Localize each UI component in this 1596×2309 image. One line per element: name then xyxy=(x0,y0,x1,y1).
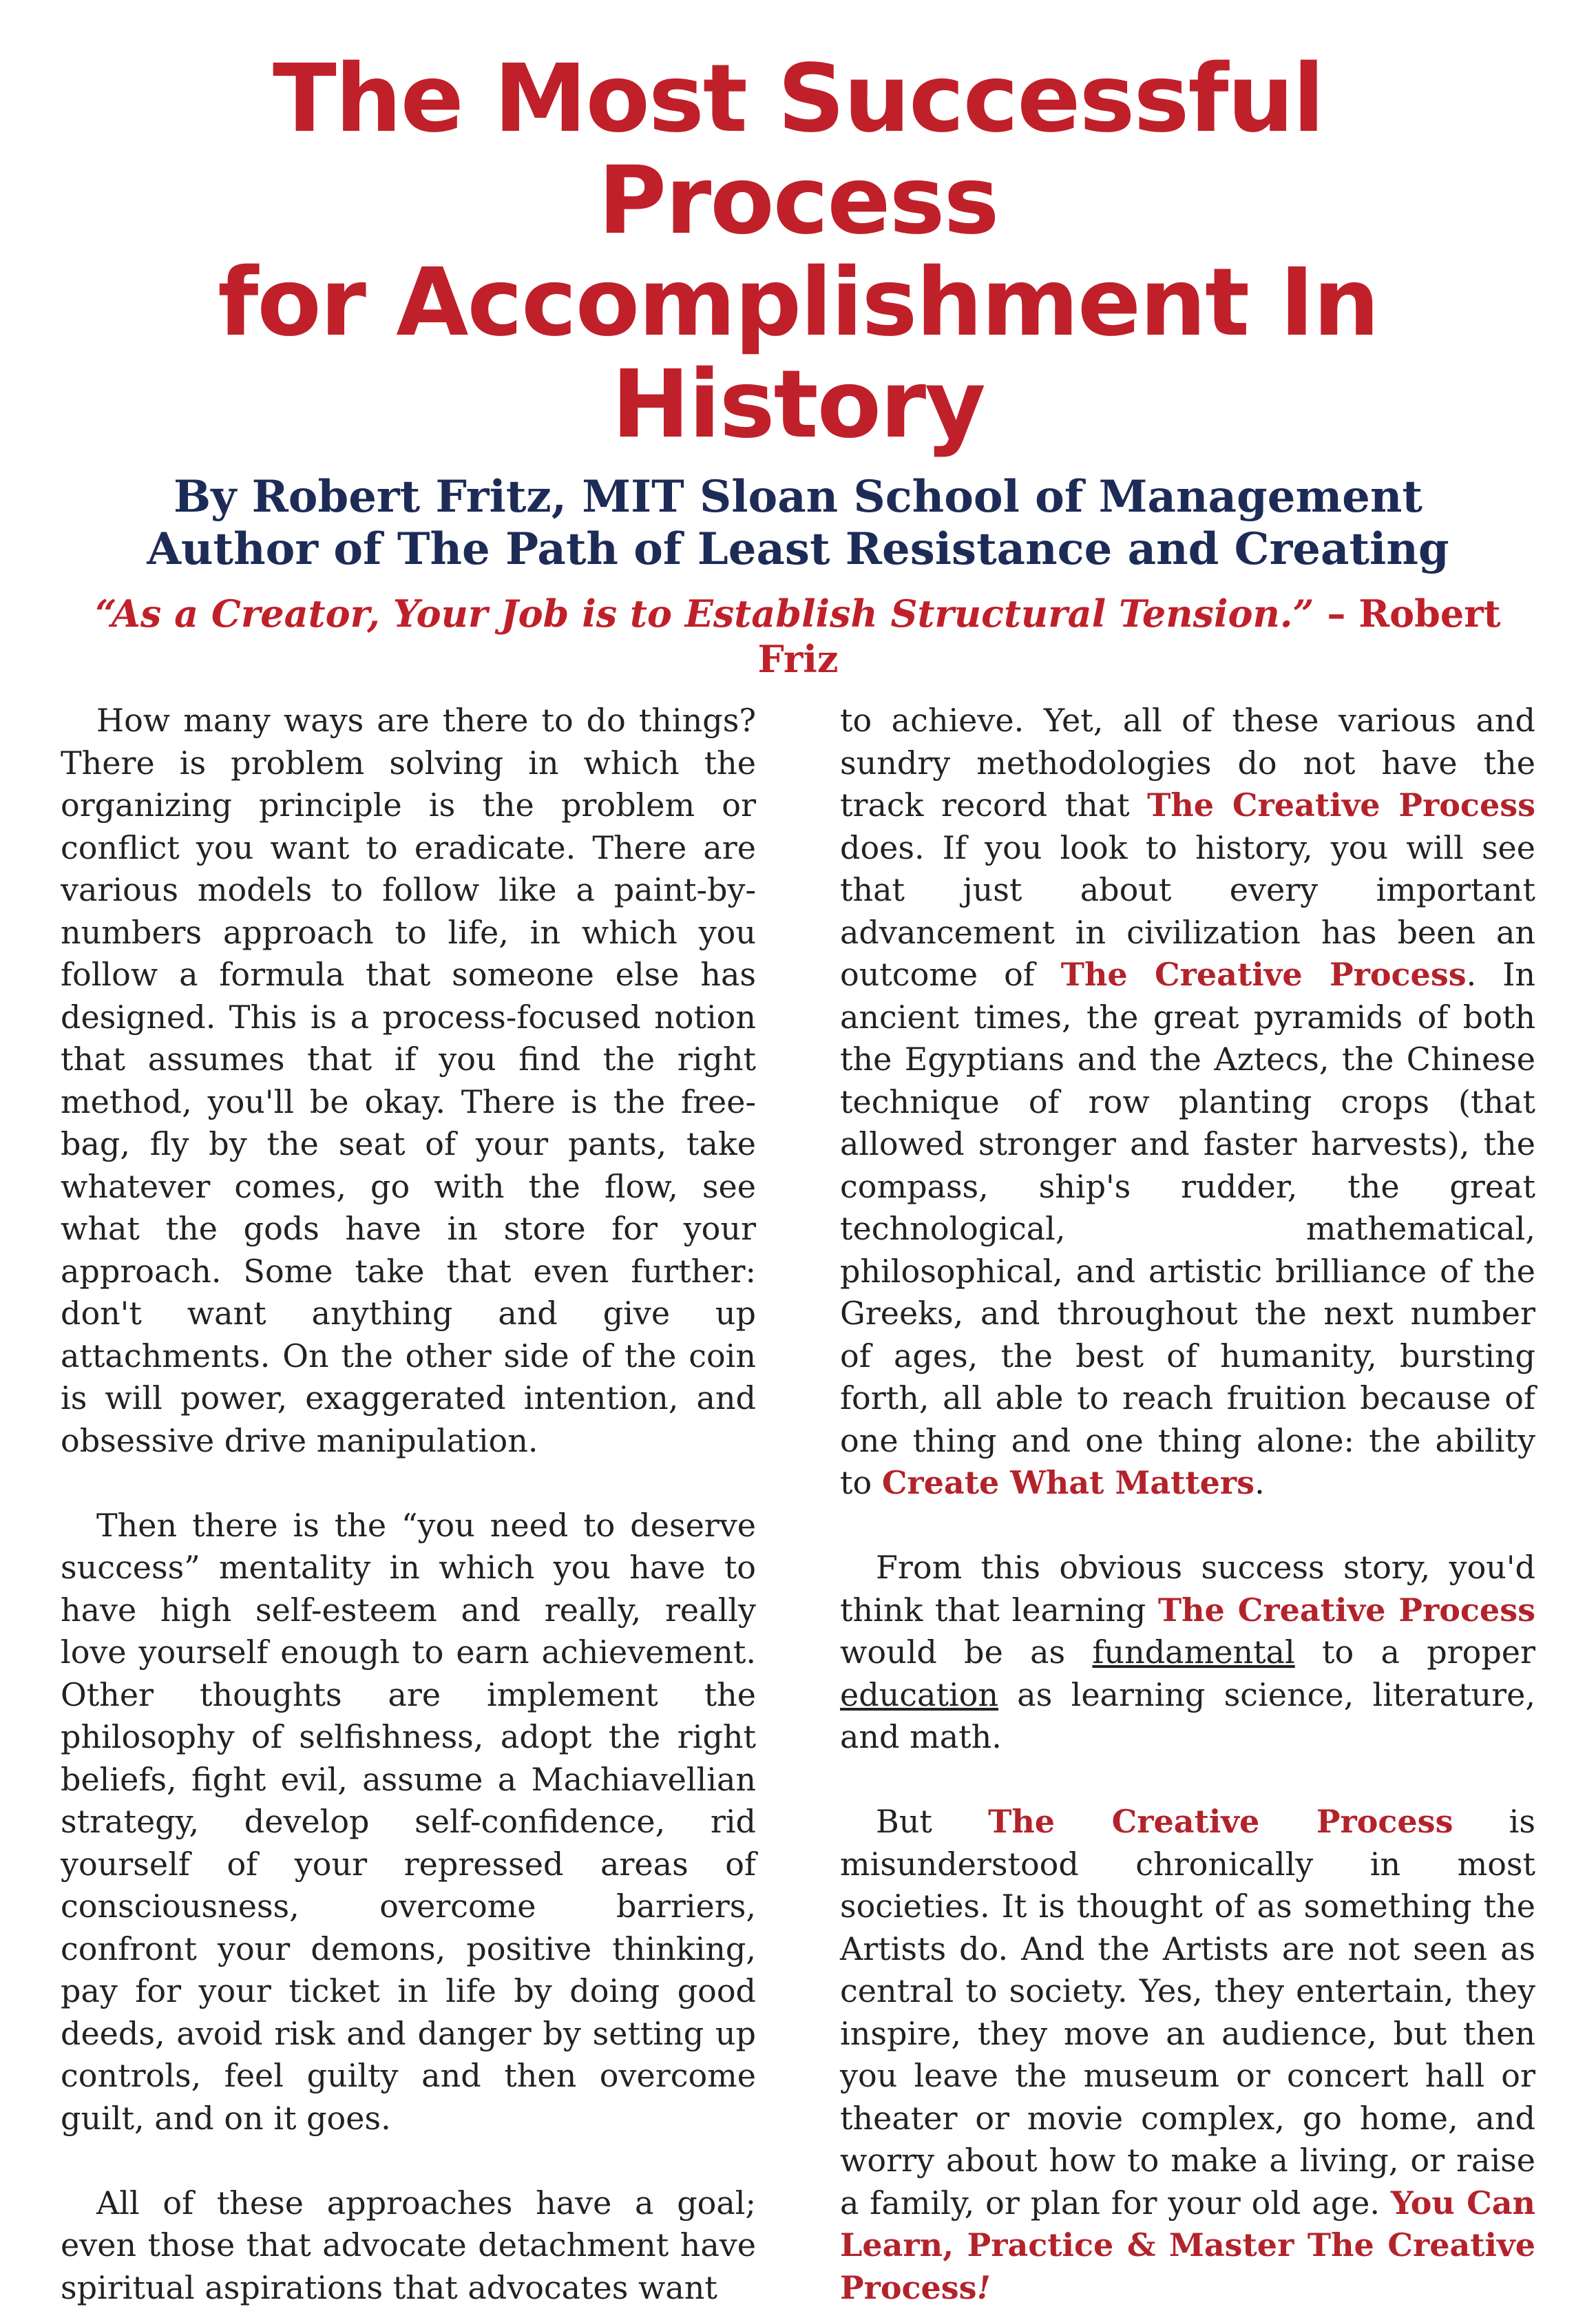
highlight-creative-process: The Creative Process xyxy=(1158,1591,1535,1629)
paragraph xyxy=(840,700,1535,1505)
text-run: is misunderstood chronically in most societies. It is thought of as something the Artists do. And the Artists are not seen as central to society. Yes, they entertain, they inspire, they move an audience, but then you leave the museum or concert hall or theater or movie complex, go home, and worry about how to make a living, or raise a family, or plan for your old age. xyxy=(840,1803,1535,2222)
paragraph: Then there is the “you need to deserve success” mentality in which you have to have high self-esteem and really, really love yourself enough to earn achievement. Other thoughts are implement the philosophy of selfishness, adopt the right beliefs, fight evil, assume a Machiavellian strategy, develop self-confidence, rid yourself of your repressed areas of consciousness, overcome barriers, confront your demons, positive thinking, pay for your ticket in life by doing good deeds, avoid risk and danger by setting up controls, feel guilty and then overcome guilt, and on it goes. xyxy=(61,1505,756,2140)
text-run: . xyxy=(1254,1464,1265,1501)
right-column xyxy=(840,700,1535,2309)
highlight-create-what-matters: Create What Matters xyxy=(882,1464,1254,1501)
left-column xyxy=(61,700,756,2309)
title-line-2: for Accomplishment In History xyxy=(61,252,1535,456)
page-title xyxy=(61,48,1535,456)
text-run: But xyxy=(876,1803,988,1840)
quote-text: “As a Creator, Your Job is to Establish Structural Tension.” xyxy=(95,592,1314,636)
text-run: as learning science, literature, and math. xyxy=(840,1676,1535,1756)
text-run: From this obvious success story, you'd think that learning xyxy=(840,1549,1535,1629)
byline-line-2: Author of The Path of Least Resistance and Creating xyxy=(61,523,1535,576)
text-run: to achieve. Yet, all of these various and sundry methodologies do not have the track record that xyxy=(840,702,1535,824)
underlined-word: fundamental xyxy=(1092,1633,1294,1671)
paragraph xyxy=(840,1547,1535,1759)
byline-line-1: By Robert Fritz, MIT Sloan School of Management xyxy=(61,471,1535,523)
paragraph xyxy=(840,1801,1535,2309)
exclamation-mark: ! xyxy=(977,2269,991,2306)
text-run: would be as xyxy=(840,1633,1092,1671)
paragraph: All of these approaches have a goal; even those that advocate detachment have spiritual aspirations that advocates want xyxy=(61,2182,756,2309)
title-line-1: The Most Successful Process xyxy=(61,48,1535,252)
text-run: does. If you look to history, you will see that just about every important advancement in civilization has been an outcome of xyxy=(840,829,1535,994)
highlight-creative-process: The Creative Process xyxy=(1061,956,1467,993)
underlined-word: education xyxy=(840,1676,998,1713)
pull-quote xyxy=(61,591,1535,682)
paragraph: How many ways are there to do things? There is problem solving in which the organizing principle is the problem or conflict you want to eradicate. There are various models to follow like a paint-by-numbers approach to life, in which you follow a formula that someone else has designed. This is a process-focused notion that assumes that if you find the right method, you'll be okay. There is the free-bag, fly by the seat of your pants, take whatever comes, go with the flow, see what the gods have in store for your approach. Some take that even further: don't want anything and give up attachments. On the other side of the coin is will power, exaggerated intention, and obsessive drive manipulation. xyxy=(61,700,756,1462)
highlight-call-to-action: You Can Learn, Practice & Master The Creative Process xyxy=(840,2184,1535,2306)
author-byline xyxy=(61,471,1535,576)
highlight-creative-process: The Creative Process xyxy=(988,1803,1453,1840)
highlight-creative-process: The Creative Process xyxy=(1147,786,1535,824)
quote-attribution: – Robert Friz xyxy=(757,592,1500,681)
article-body xyxy=(61,700,1535,2309)
text-run: to a proper xyxy=(1295,1633,1535,1671)
text-run: . In ancient times, the great pyramids of both the Egyptians and the Aztecs, the Chinese technique of row planting crops (that allowed stronger and faster harvests), the compass, ship's rudder, the great technological, mathematical, philosophical, and artistic brilliance of the Greeks, and throughout the next number of ages, the best of humanity, bursting forth, all able to reach fruition because of one thing and one thing alone: the ability to xyxy=(840,956,1535,1501)
